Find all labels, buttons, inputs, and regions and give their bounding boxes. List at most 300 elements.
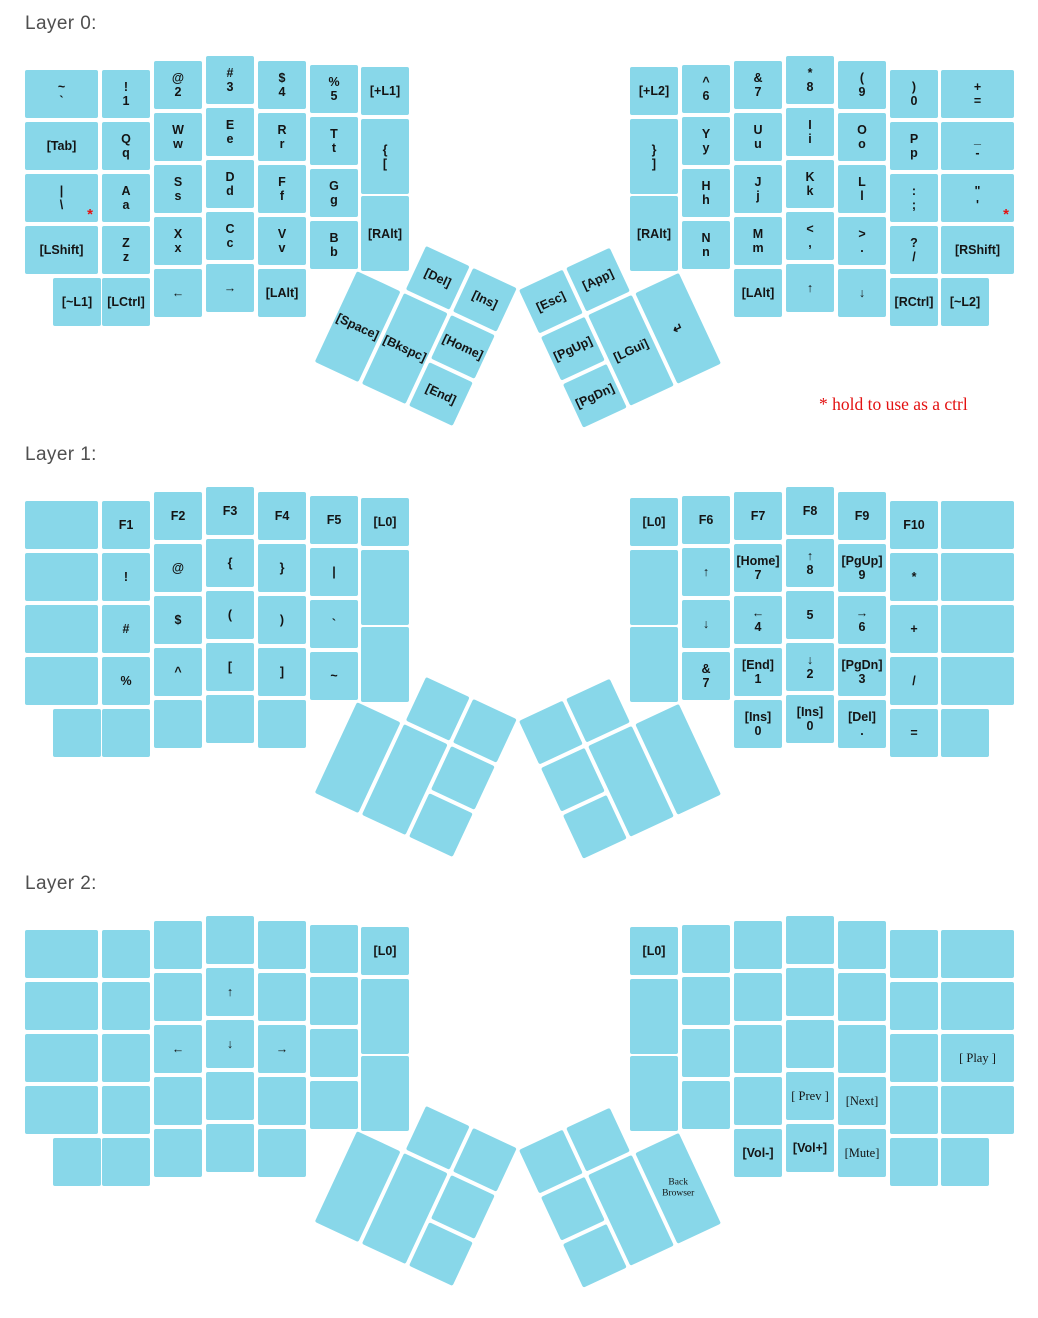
key-blank <box>361 979 409 1054</box>
key-label: s <box>174 189 182 203</box>
key-label: V <box>277 227 287 241</box>
key-5 <box>786 591 834 639</box>
key-label: C <box>225 222 235 236</box>
key-x-x <box>154 217 202 265</box>
key-2 <box>786 643 834 691</box>
key-blank <box>630 550 678 625</box>
key-h-h <box>682 169 730 217</box>
key-blank <box>154 921 202 969</box>
key-label: ( <box>859 71 865 85</box>
key-label: [+L2] <box>638 84 670 98</box>
key-label: % <box>328 75 340 89</box>
key-8 <box>786 56 834 104</box>
key-label: $ <box>278 71 286 85</box>
key-label: F2 <box>170 509 186 523</box>
key-u-u <box>734 113 782 161</box>
key-label: / <box>912 250 916 264</box>
key-blank <box>361 119 409 194</box>
key-label: I <box>808 118 812 132</box>
key-label: r <box>279 137 285 151</box>
key-label: [+L1] <box>369 84 401 98</box>
key-label: l <box>860 189 864 203</box>
key-blank <box>53 1138 101 1186</box>
key-f5 <box>310 496 358 544</box>
key-blank <box>941 982 1014 1030</box>
key-l0 <box>630 498 678 546</box>
key-blank <box>941 553 1014 601</box>
key-lalt <box>258 269 306 317</box>
key-blank <box>25 930 98 978</box>
key-label: t <box>331 141 337 155</box>
key-blank <box>102 930 150 978</box>
key-pgup-9 <box>838 544 886 592</box>
key-label: h <box>702 193 710 207</box>
key-m-m <box>734 217 782 265</box>
key-blank <box>890 226 938 274</box>
key-blank <box>25 982 98 1030</box>
key-label: z <box>122 250 130 264</box>
key-play <box>941 1034 1014 1082</box>
key-blank <box>734 1025 782 1073</box>
key-blank <box>102 1034 150 1082</box>
key-blank <box>890 553 938 601</box>
key-label: : <box>911 184 917 198</box>
key-blank <box>941 122 1014 170</box>
key-blank <box>838 1025 886 1073</box>
key-label: ↓ <box>226 1037 234 1051</box>
key-blank <box>102 657 150 705</box>
key-blank <box>786 212 834 260</box>
key-label: " <box>974 184 981 198</box>
key-label: p <box>910 146 918 160</box>
key-w-w <box>154 113 202 161</box>
layer-2-title: Layer 2: <box>25 873 97 894</box>
key-label: [ Prev ] <box>791 1089 829 1103</box>
key-i-i <box>786 108 834 156</box>
key-label: + <box>910 622 918 636</box>
key-label: ( <box>227 608 233 622</box>
key-label: ↓ <box>702 617 710 631</box>
key-blank <box>25 1086 98 1134</box>
key-blank <box>890 709 938 757</box>
key-p-p <box>890 122 938 170</box>
key-label: @ <box>171 561 185 575</box>
key-blank <box>838 217 886 265</box>
key-label: 2 <box>806 667 814 681</box>
key-label: 7 <box>754 568 762 582</box>
key-blank <box>206 1124 254 1172</box>
key-label: g <box>330 193 338 207</box>
key-n-n <box>682 221 730 269</box>
key-blank <box>206 1072 254 1120</box>
key-blank <box>310 600 358 648</box>
key-blank <box>941 1086 1014 1134</box>
key-a-a <box>102 174 150 222</box>
key-blank <box>154 596 202 644</box>
key-label: → <box>223 281 237 295</box>
key-blank <box>258 648 306 696</box>
key-d-d <box>206 160 254 208</box>
key-label: ; <box>911 198 917 212</box>
key-label: E <box>225 118 235 132</box>
key-6 <box>838 596 886 644</box>
key-end-1 <box>734 648 782 696</box>
key-blank <box>941 1138 989 1186</box>
key-e-e <box>206 108 254 156</box>
key-blank <box>258 596 306 644</box>
key-3 <box>206 56 254 104</box>
key-f1 <box>102 501 150 549</box>
key-label: } <box>651 142 657 157</box>
key-blank <box>25 1034 98 1082</box>
key-label: / <box>912 674 916 688</box>
key-blank <box>838 921 886 969</box>
key-label: 4 <box>754 620 762 634</box>
key-4 <box>734 596 782 644</box>
key-label: ! <box>123 80 129 94</box>
key-label: = <box>973 94 982 108</box>
layer-0-title: Layer 0: <box>25 13 97 34</box>
key-blank <box>890 982 938 1030</box>
key-label: $ <box>174 613 182 627</box>
key-blank <box>154 1025 202 1073</box>
key-lshift <box>25 226 98 274</box>
key-label: - <box>975 146 980 160</box>
key-label: \ <box>59 198 64 212</box>
key-blank <box>206 264 254 312</box>
key-4 <box>258 61 306 109</box>
key-label: [Esc] <box>534 288 568 315</box>
key-label: [End] <box>742 658 774 672</box>
key-l0 <box>361 498 409 546</box>
key-label: ↑ <box>702 565 710 579</box>
key-c-c <box>206 212 254 260</box>
key-label: H <box>701 179 711 193</box>
key-label: G <box>329 179 339 193</box>
key-blank <box>258 1025 306 1073</box>
key-blank <box>890 1086 938 1134</box>
key-label: ↑ <box>806 549 814 563</box>
key-blank <box>890 605 938 653</box>
key-blank <box>206 591 254 639</box>
key-blank <box>310 925 358 973</box>
key-label: [Ins] <box>469 287 500 312</box>
key-label: [~L2] <box>949 295 981 309</box>
key-del <box>838 700 886 748</box>
key-blank <box>102 605 150 653</box>
key-label: ` <box>331 617 337 631</box>
key-y-y <box>682 117 730 165</box>
key-rshift <box>941 226 1014 274</box>
key-l1 <box>53 278 101 326</box>
key-blank <box>102 1138 150 1186</box>
key-label: d <box>226 184 234 198</box>
key-blank <box>682 548 730 596</box>
key-label: i <box>808 132 812 146</box>
key-label: [Home] <box>736 554 780 568</box>
hold-ctrl-asterisk: * <box>87 206 93 223</box>
key-label: W <box>172 123 184 137</box>
key-label: 9 <box>858 85 866 99</box>
key-label: ! <box>123 570 129 584</box>
key-label: F3 <box>222 504 238 518</box>
key-label: [Del] <box>422 265 454 291</box>
key-label: F6 <box>698 513 714 527</box>
key-label: F9 <box>854 509 870 523</box>
key-label: [RShift] <box>954 243 1001 257</box>
layer-1-title: Layer 1: <box>25 444 97 465</box>
key-label: D <box>225 170 235 184</box>
key-label: ] <box>279 665 285 679</box>
key-blank <box>258 1077 306 1125</box>
key-blank <box>102 709 150 757</box>
key-label: ^ <box>702 75 710 89</box>
key-blank <box>25 657 98 705</box>
key-label: [Bkspc] <box>381 332 429 365</box>
key-label: → <box>855 606 869 620</box>
key-label: ↓ <box>806 653 814 667</box>
key-blank <box>53 709 101 757</box>
key-label: F7 <box>750 509 766 523</box>
key-label: [Mute] <box>844 1146 880 1160</box>
key-label: & <box>701 662 711 676</box>
key-label: [~L1] <box>61 295 93 309</box>
key-label: @ <box>171 71 185 85</box>
key-label: F10 <box>903 518 925 532</box>
key-blank <box>206 539 254 587</box>
key-blank <box>941 174 1014 222</box>
key-label: 1 <box>754 672 762 686</box>
key-label: Back <box>668 1177 688 1188</box>
key-label: o <box>858 137 866 151</box>
key-label: * <box>807 66 813 80</box>
key-label: [Tab] <box>46 139 77 153</box>
key-label: 4 <box>278 85 286 99</box>
key-blank <box>310 548 358 596</box>
key-blank <box>734 1077 782 1125</box>
key-label: . <box>860 724 864 738</box>
key-f2 <box>154 492 202 540</box>
key-blank <box>890 1034 938 1082</box>
key-label: ' <box>976 198 979 212</box>
key-blank <box>682 1081 730 1129</box>
key-blank <box>786 916 834 964</box>
key-label: [Home] <box>440 331 486 363</box>
key-label: [L0] <box>642 515 666 529</box>
key-label: S <box>173 175 183 189</box>
key-f4 <box>258 492 306 540</box>
key-blank <box>206 643 254 691</box>
key-vol <box>786 1124 834 1172</box>
key-blank <box>25 70 98 118</box>
key-label: _ <box>974 132 981 146</box>
key-label: T <box>330 127 338 141</box>
key-label: F4 <box>274 509 290 523</box>
key-label: P <box>909 132 919 146</box>
key-blank <box>258 700 306 748</box>
key-blank <box>630 979 678 1054</box>
key-label: 3 <box>858 672 866 686</box>
key-blank <box>154 1129 202 1177</box>
key-f8 <box>786 487 834 535</box>
key-blank <box>941 501 1014 549</box>
key-label: 7 <box>754 85 762 99</box>
key-blank <box>206 1020 254 1068</box>
key-7 <box>734 61 782 109</box>
key-label: U <box>753 123 763 137</box>
key-label: { <box>382 142 388 157</box>
key-label: [Vol+] <box>792 1141 828 1155</box>
key-blank <box>102 982 150 1030</box>
key-blank <box>682 925 730 973</box>
key-blank <box>941 70 1014 118</box>
key-label: | <box>59 184 64 198</box>
key-l2 <box>630 67 678 115</box>
key-blank <box>310 652 358 700</box>
key-label: , <box>808 236 812 250</box>
key-label: [Ins] <box>796 705 824 719</box>
key-label: [RCtrl] <box>894 295 934 309</box>
key-k-k <box>786 160 834 208</box>
key-label: [L0] <box>373 515 397 529</box>
key-label: * <box>911 570 917 584</box>
key-l1 <box>361 67 409 115</box>
key-label: L <box>858 175 866 189</box>
key-label: ↓ <box>858 286 866 300</box>
key-blank <box>682 600 730 648</box>
key-label: → <box>275 1042 289 1056</box>
key-label: [LGui] <box>611 336 651 365</box>
key-label: [App] <box>580 266 616 293</box>
key-label: [Del] <box>848 710 876 724</box>
key-blank <box>25 605 98 653</box>
key-label: [RAlt] <box>636 226 671 241</box>
key-label: . <box>860 241 864 255</box>
key-label: K <box>805 170 815 184</box>
key-label: ^ <box>174 665 182 679</box>
key-label: A <box>121 184 131 198</box>
key-label: Browser <box>662 1188 695 1199</box>
key-g-g <box>310 169 358 217</box>
key-next <box>838 1077 886 1125</box>
key-blank <box>25 553 98 601</box>
key-label: 0 <box>910 94 918 108</box>
key-label: [L0] <box>642 944 666 958</box>
key-blank <box>154 648 202 696</box>
key-label: ~ <box>57 80 66 94</box>
key-s-s <box>154 165 202 213</box>
key-o-o <box>838 113 886 161</box>
key-6 <box>682 65 730 113</box>
key-5 <box>310 65 358 113</box>
key-blank <box>154 269 202 317</box>
key-label: b <box>330 245 338 259</box>
key-label: q <box>122 146 130 160</box>
key-label: [PgUp] <box>551 333 595 364</box>
key-label: 0 <box>754 724 762 738</box>
key-prev <box>786 1072 834 1120</box>
key-label: m <box>752 241 764 255</box>
key-label: [Vol-] <box>742 1146 774 1160</box>
key-blank <box>25 174 98 222</box>
key-f7 <box>734 492 782 540</box>
key-f6 <box>682 496 730 544</box>
key-blank <box>310 1081 358 1129</box>
key-label: 7 <box>702 676 710 690</box>
key-blank <box>206 968 254 1016</box>
key-label: = <box>910 726 918 740</box>
key-label: [ Play ] <box>959 1051 996 1065</box>
key-label: F8 <box>802 504 818 518</box>
key-lctrl <box>102 278 150 326</box>
key-blank <box>310 1029 358 1077</box>
key-label: ? <box>910 236 918 250</box>
key-blank <box>258 973 306 1021</box>
key-label: j <box>756 189 760 203</box>
key-label: M <box>752 227 764 241</box>
key-label: c <box>226 236 234 250</box>
key-label: [LShift] <box>39 243 84 257</box>
key-blank <box>890 174 938 222</box>
key-label: w <box>173 137 183 151</box>
key-mute <box>838 1129 886 1177</box>
key-label: [Ins] <box>744 710 772 724</box>
key-blank <box>890 657 938 705</box>
key-label: ) <box>279 613 285 627</box>
key-blank <box>734 921 782 969</box>
key-label: O <box>857 123 867 137</box>
key-label: [L0] <box>373 944 397 958</box>
key-v-v <box>258 217 306 265</box>
key-label: 8 <box>806 563 814 577</box>
key-1 <box>102 70 150 118</box>
key-label: ] <box>651 156 657 171</box>
key-label: Y <box>701 127 711 141</box>
key-label: 5 <box>806 608 814 622</box>
key-label: 3 <box>226 80 234 94</box>
key-label: J <box>754 175 762 189</box>
key-label: ↑ <box>806 281 814 295</box>
key-label: [LAlt] <box>265 286 299 300</box>
key-f-f <box>258 165 306 213</box>
key-tab <box>25 122 98 170</box>
key-label: N <box>701 231 711 245</box>
key-blank <box>890 930 938 978</box>
hold-ctrl-asterisk: * <box>1003 206 1009 223</box>
key-label: [Next] <box>845 1094 879 1108</box>
key-label: 6 <box>702 89 710 103</box>
key-label: # <box>226 66 234 80</box>
key-label: 0 <box>806 719 814 733</box>
key-label: e <box>226 132 234 146</box>
key-ins-0 <box>734 700 782 748</box>
key-label: n <box>702 245 710 259</box>
key-j-j <box>734 165 782 213</box>
key-label: [PgUp] <box>841 554 883 568</box>
key-blank <box>630 119 678 194</box>
key-label: 5 <box>330 89 338 103</box>
key-label: [Space] <box>334 310 382 343</box>
key-blank <box>838 269 886 317</box>
key-label: ← <box>171 286 185 300</box>
key-label: } <box>279 561 285 575</box>
key-label: B <box>329 231 339 245</box>
key-blank <box>154 544 202 592</box>
key-label: [PgDn] <box>573 380 617 411</box>
key-2 <box>154 61 202 109</box>
key-label: ~ <box>330 669 338 683</box>
key-blank <box>734 973 782 1021</box>
